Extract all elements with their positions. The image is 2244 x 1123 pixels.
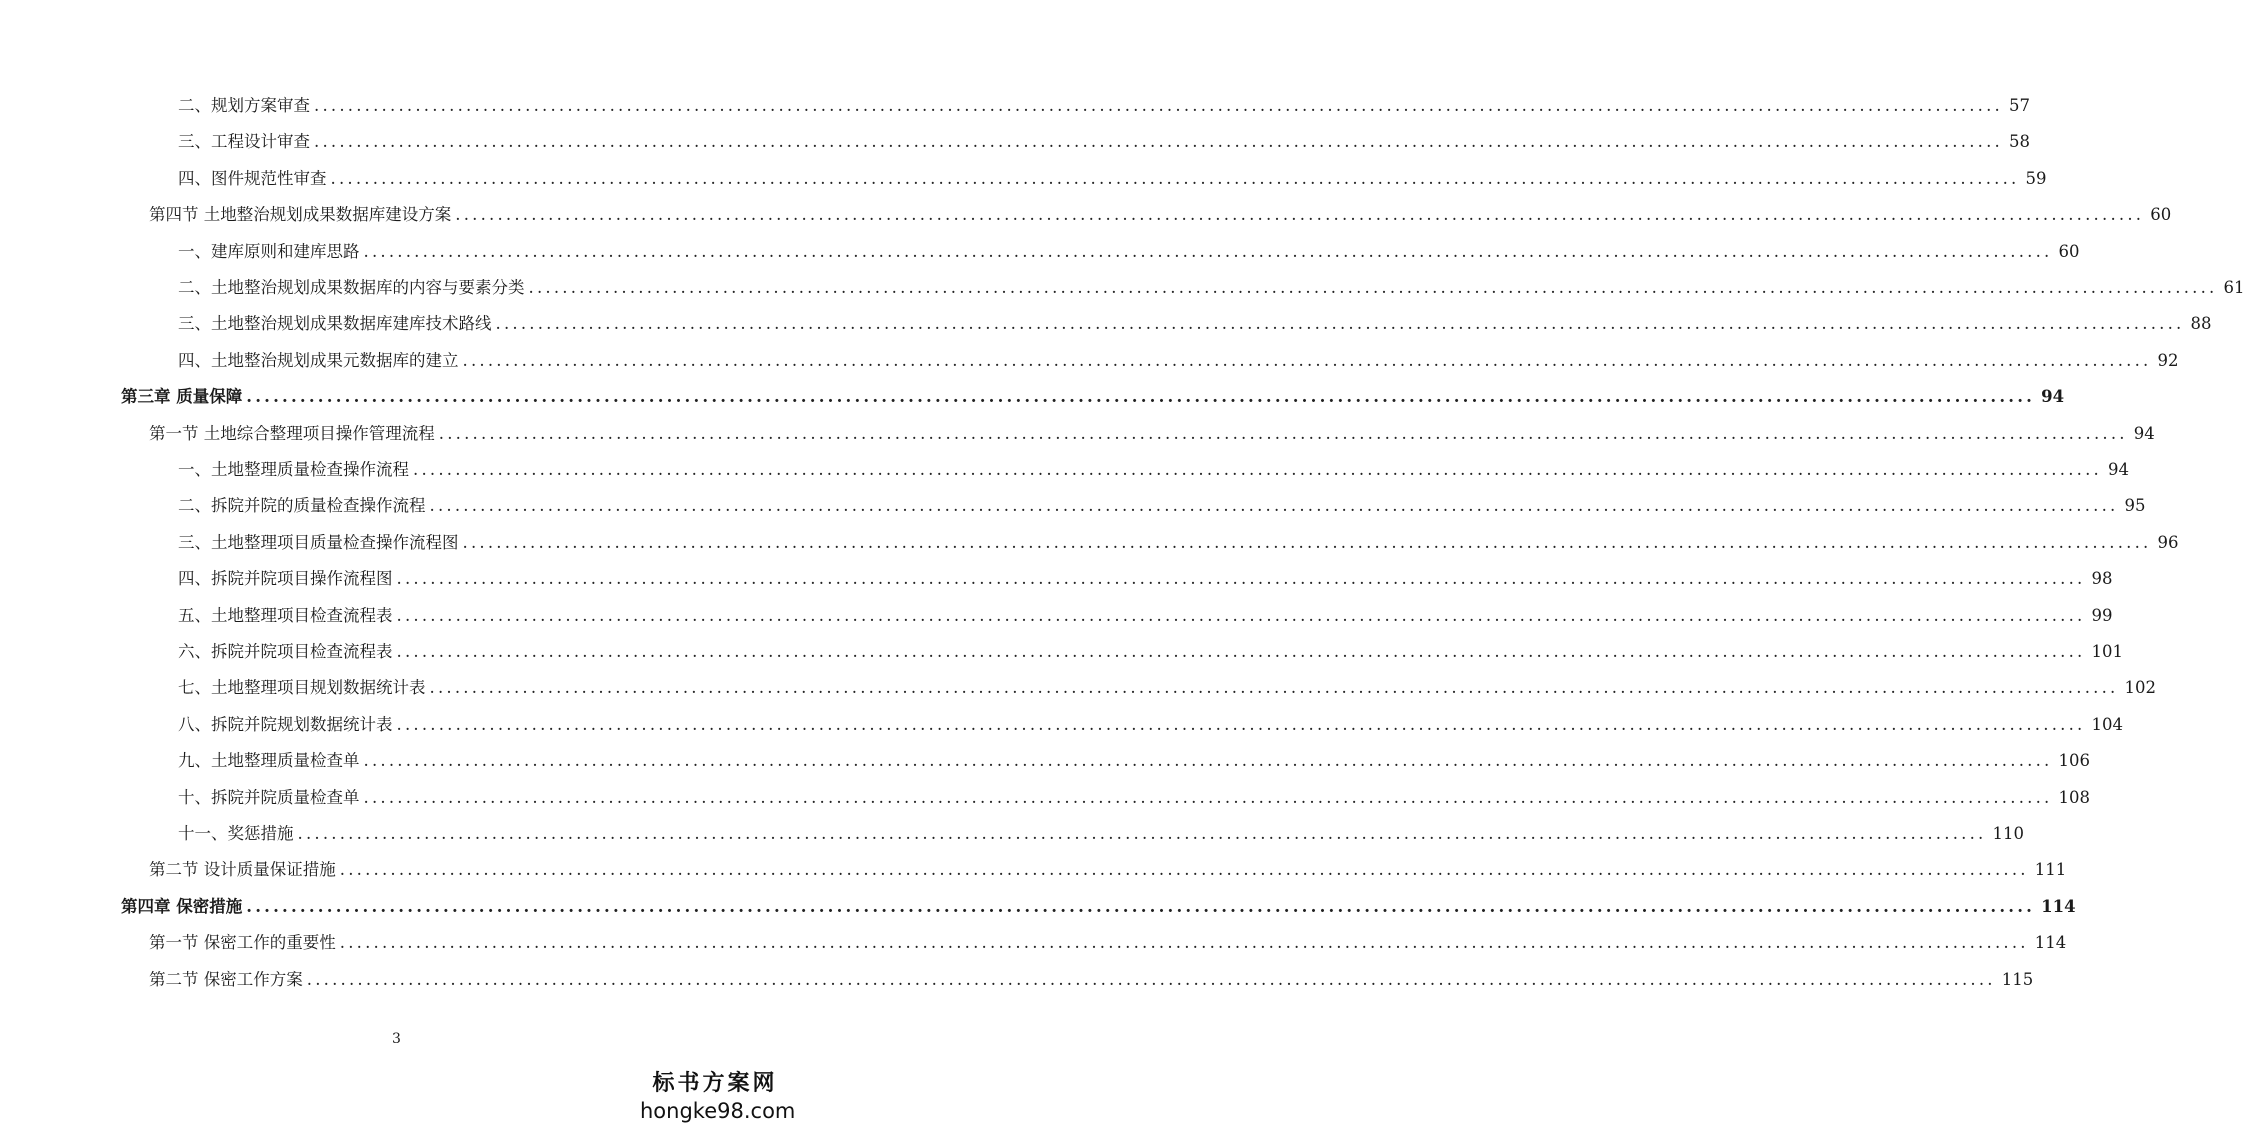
toc-entry-title: 第三章 质量保障 [121, 387, 243, 406]
toc-leader-dots: ........................................................................................................................................................................................................ [330, 169, 2020, 188]
toc-leader-dots: ........................................................................................................................................................................................................ [495, 314, 2185, 333]
toc-entry[interactable] [178, 569, 2113, 589]
toc-leader-dots: ........................................................................................................................................................................................................ [462, 351, 2152, 370]
toc-entry-title: 三、土地整理项目质量检查操作流程图 [178, 533, 459, 552]
toc-entry-title: 四、土地整治规划成果元数据库的建立 [178, 351, 459, 370]
toc-leader-dots: ........................................................................................................................................................................................................ [297, 824, 1987, 843]
toc-entry[interactable] [178, 496, 2146, 516]
toc-entry[interactable] [178, 751, 2090, 771]
toc-leader-dots: ........................................................................................................................................................................................................ [314, 132, 2003, 151]
toc-entry[interactable] [149, 970, 2034, 990]
toc-entry[interactable] [178, 278, 2244, 298]
toc-entry-title: 十、拆院并院质量检查单 [178, 788, 360, 807]
toc-leader-dots: ........................................................................................................................................................................................................ [363, 788, 2053, 807]
toc-entry-page: 59 [2025, 169, 2047, 188]
toc-entry-page: 94 [2133, 424, 2155, 443]
toc-entry[interactable] [178, 533, 2179, 553]
toc-entry-page: 111 [2034, 860, 2067, 879]
toc-entry[interactable] [178, 642, 2123, 662]
toc-entry-page: 108 [2058, 788, 2090, 807]
toc-entry-title: 三、工程设计审查 [178, 132, 310, 151]
toc-entry-title: 七、土地整理项目规划数据统计表 [178, 678, 426, 697]
toc-leader-dots: ........................................................................................................................................................................................................ [528, 278, 2218, 297]
toc-entry-page: 88 [2190, 314, 2212, 333]
toc-leader-dots: ........................................................................................................................................................................................................ [396, 606, 2086, 625]
toc-entry-page: 114 [2034, 933, 2067, 952]
toc-entry-page: 106 [2058, 751, 2090, 770]
toc-entry-page: 101 [2091, 642, 2123, 661]
toc-entry-title: 五、土地整理项目检查流程表 [178, 606, 393, 625]
toc-leader-dots: ........................................................................................................................................................................................................ [413, 460, 2102, 479]
toc-entry-title: 一、土地整理质量检查操作流程 [178, 460, 409, 479]
toc-entry-title: 第一节 土地综合整理项目操作管理流程 [149, 424, 435, 443]
toc-leader-dots: ........................................................................................................................................................................................................ [246, 387, 2036, 406]
toc-entry-page: 94 [2041, 387, 2065, 406]
toc-leader-dots: ........................................................................................................................................................................................................ [462, 533, 2152, 552]
toc-entry-title: 八、拆院并院规划数据统计表 [178, 715, 393, 734]
toc-entry-page: 114 [2041, 897, 2076, 916]
toc-entry[interactable] [121, 897, 2076, 917]
toc-entry-title: 四、拆院并院项目操作流程图 [178, 569, 393, 588]
toc-entry-page: 92 [2157, 351, 2179, 370]
toc-entry-page: 95 [2124, 496, 2146, 515]
toc-entry-title: 第一节 保密工作的重要性 [149, 933, 336, 952]
toc-entry-page: 61 [2223, 278, 2244, 297]
toc-entry-title: 第四节 土地整治规划成果数据库建设方案 [149, 205, 452, 224]
toc-leader-dots: ........................................................................................................................................................................................................ [306, 970, 1996, 989]
toc-entry-page: 58 [2008, 132, 2030, 151]
toc-entry-page: 60 [2150, 205, 2172, 224]
toc-entry-page: 110 [1992, 824, 2024, 843]
toc-entry-title: 六、拆院并院项目检查流程表 [178, 642, 393, 661]
toc-entry[interactable] [149, 424, 2155, 444]
toc-entry[interactable] [178, 715, 2123, 735]
watermark-site-name: 标书方案网 [652, 1070, 778, 1096]
page-number: 3 [392, 1031, 401, 1047]
toc-entry-page: 98 [2091, 569, 2113, 588]
toc-leader-dots: ........................................................................................................................................................................................................ [339, 933, 2029, 952]
toc-entry[interactable] [178, 351, 2179, 371]
toc-leader-dots: ........................................................................................................................................................................................................ [363, 751, 2053, 770]
toc-leader-dots: ........................................................................................................................................................................................................ [396, 715, 2086, 734]
toc-leader-dots: ........................................................................................................................................................................................................ [339, 860, 2029, 879]
toc-entry-page: 102 [2124, 678, 2156, 697]
toc-leader-dots: ........................................................................................................................................................................................................ [396, 569, 2086, 588]
toc-entry[interactable] [178, 96, 2030, 116]
toc-entry-title: 十一、奖惩措施 [178, 824, 294, 843]
toc-entry-title: 二、土地整治规划成果数据库的内容与要素分类 [178, 278, 525, 297]
toc-entry[interactable] [178, 169, 2047, 189]
toc-entry[interactable] [178, 132, 2030, 152]
toc-leader-dots: ........................................................................................................................................................................................................ [429, 678, 2119, 697]
toc-entry-page: 104 [2091, 715, 2123, 734]
toc-entry-page: 60 [2058, 242, 2080, 261]
toc-entry[interactable] [178, 824, 2024, 844]
toc-entry-title: 二、规划方案审查 [178, 96, 310, 115]
toc-entry-title: 九、土地整理质量检查单 [178, 751, 360, 770]
toc-entry[interactable] [178, 788, 2090, 808]
toc-entry-title: 第二节 设计质量保证措施 [149, 860, 336, 879]
toc-entry-page: 96 [2157, 533, 2179, 552]
toc-leader-dots: ........................................................................................................................................................................................................ [455, 205, 2145, 224]
toc-leader-dots: ........................................................................................................................................................................................................ [396, 642, 2086, 661]
toc-entry-title: 第四章 保密措施 [121, 897, 243, 916]
toc-entry-title: 三、土地整治规划成果数据库建库技术路线 [178, 314, 492, 333]
toc-entry[interactable] [178, 606, 2113, 626]
toc-entry-page: 99 [2091, 606, 2113, 625]
toc-entry[interactable] [178, 242, 2080, 262]
toc-entry[interactable] [149, 860, 2067, 880]
toc-entry-title: 四、图件规范性审查 [178, 169, 327, 188]
toc-entry[interactable] [149, 205, 2172, 225]
toc-entry-title: 二、拆院并院的质量检查操作流程 [178, 496, 426, 515]
toc-leader-dots: ........................................................................................................................................................................................................ [438, 424, 2128, 443]
toc-entry-page: 57 [2008, 96, 2030, 115]
toc-entry[interactable] [178, 678, 2156, 698]
toc-entry[interactable] [178, 314, 2212, 334]
toc-entry[interactable] [121, 387, 2065, 407]
toc-leader-dots: ........................................................................................................................................................................................................ [314, 96, 2003, 115]
watermark-domain: hongke98.com [640, 1099, 796, 1123]
toc-entry[interactable] [178, 460, 2129, 480]
toc-entry-title: 一、建库原则和建库思路 [178, 242, 360, 261]
toc-entry[interactable] [149, 933, 2067, 953]
toc-entry-page: 115 [2001, 970, 2034, 989]
toc-leader-dots: ........................................................................................................................................................................................................ [429, 496, 2119, 515]
toc-entry-title: 第二节 保密工作方案 [149, 970, 303, 989]
toc-entry-page: 94 [2107, 460, 2129, 479]
site-watermark [640, 1066, 796, 1123]
toc-leader-dots: ........................................................................................................................................................................................................ [363, 242, 2053, 261]
toc-leader-dots: ........................................................................................................................................................................................................ [246, 897, 2036, 916]
